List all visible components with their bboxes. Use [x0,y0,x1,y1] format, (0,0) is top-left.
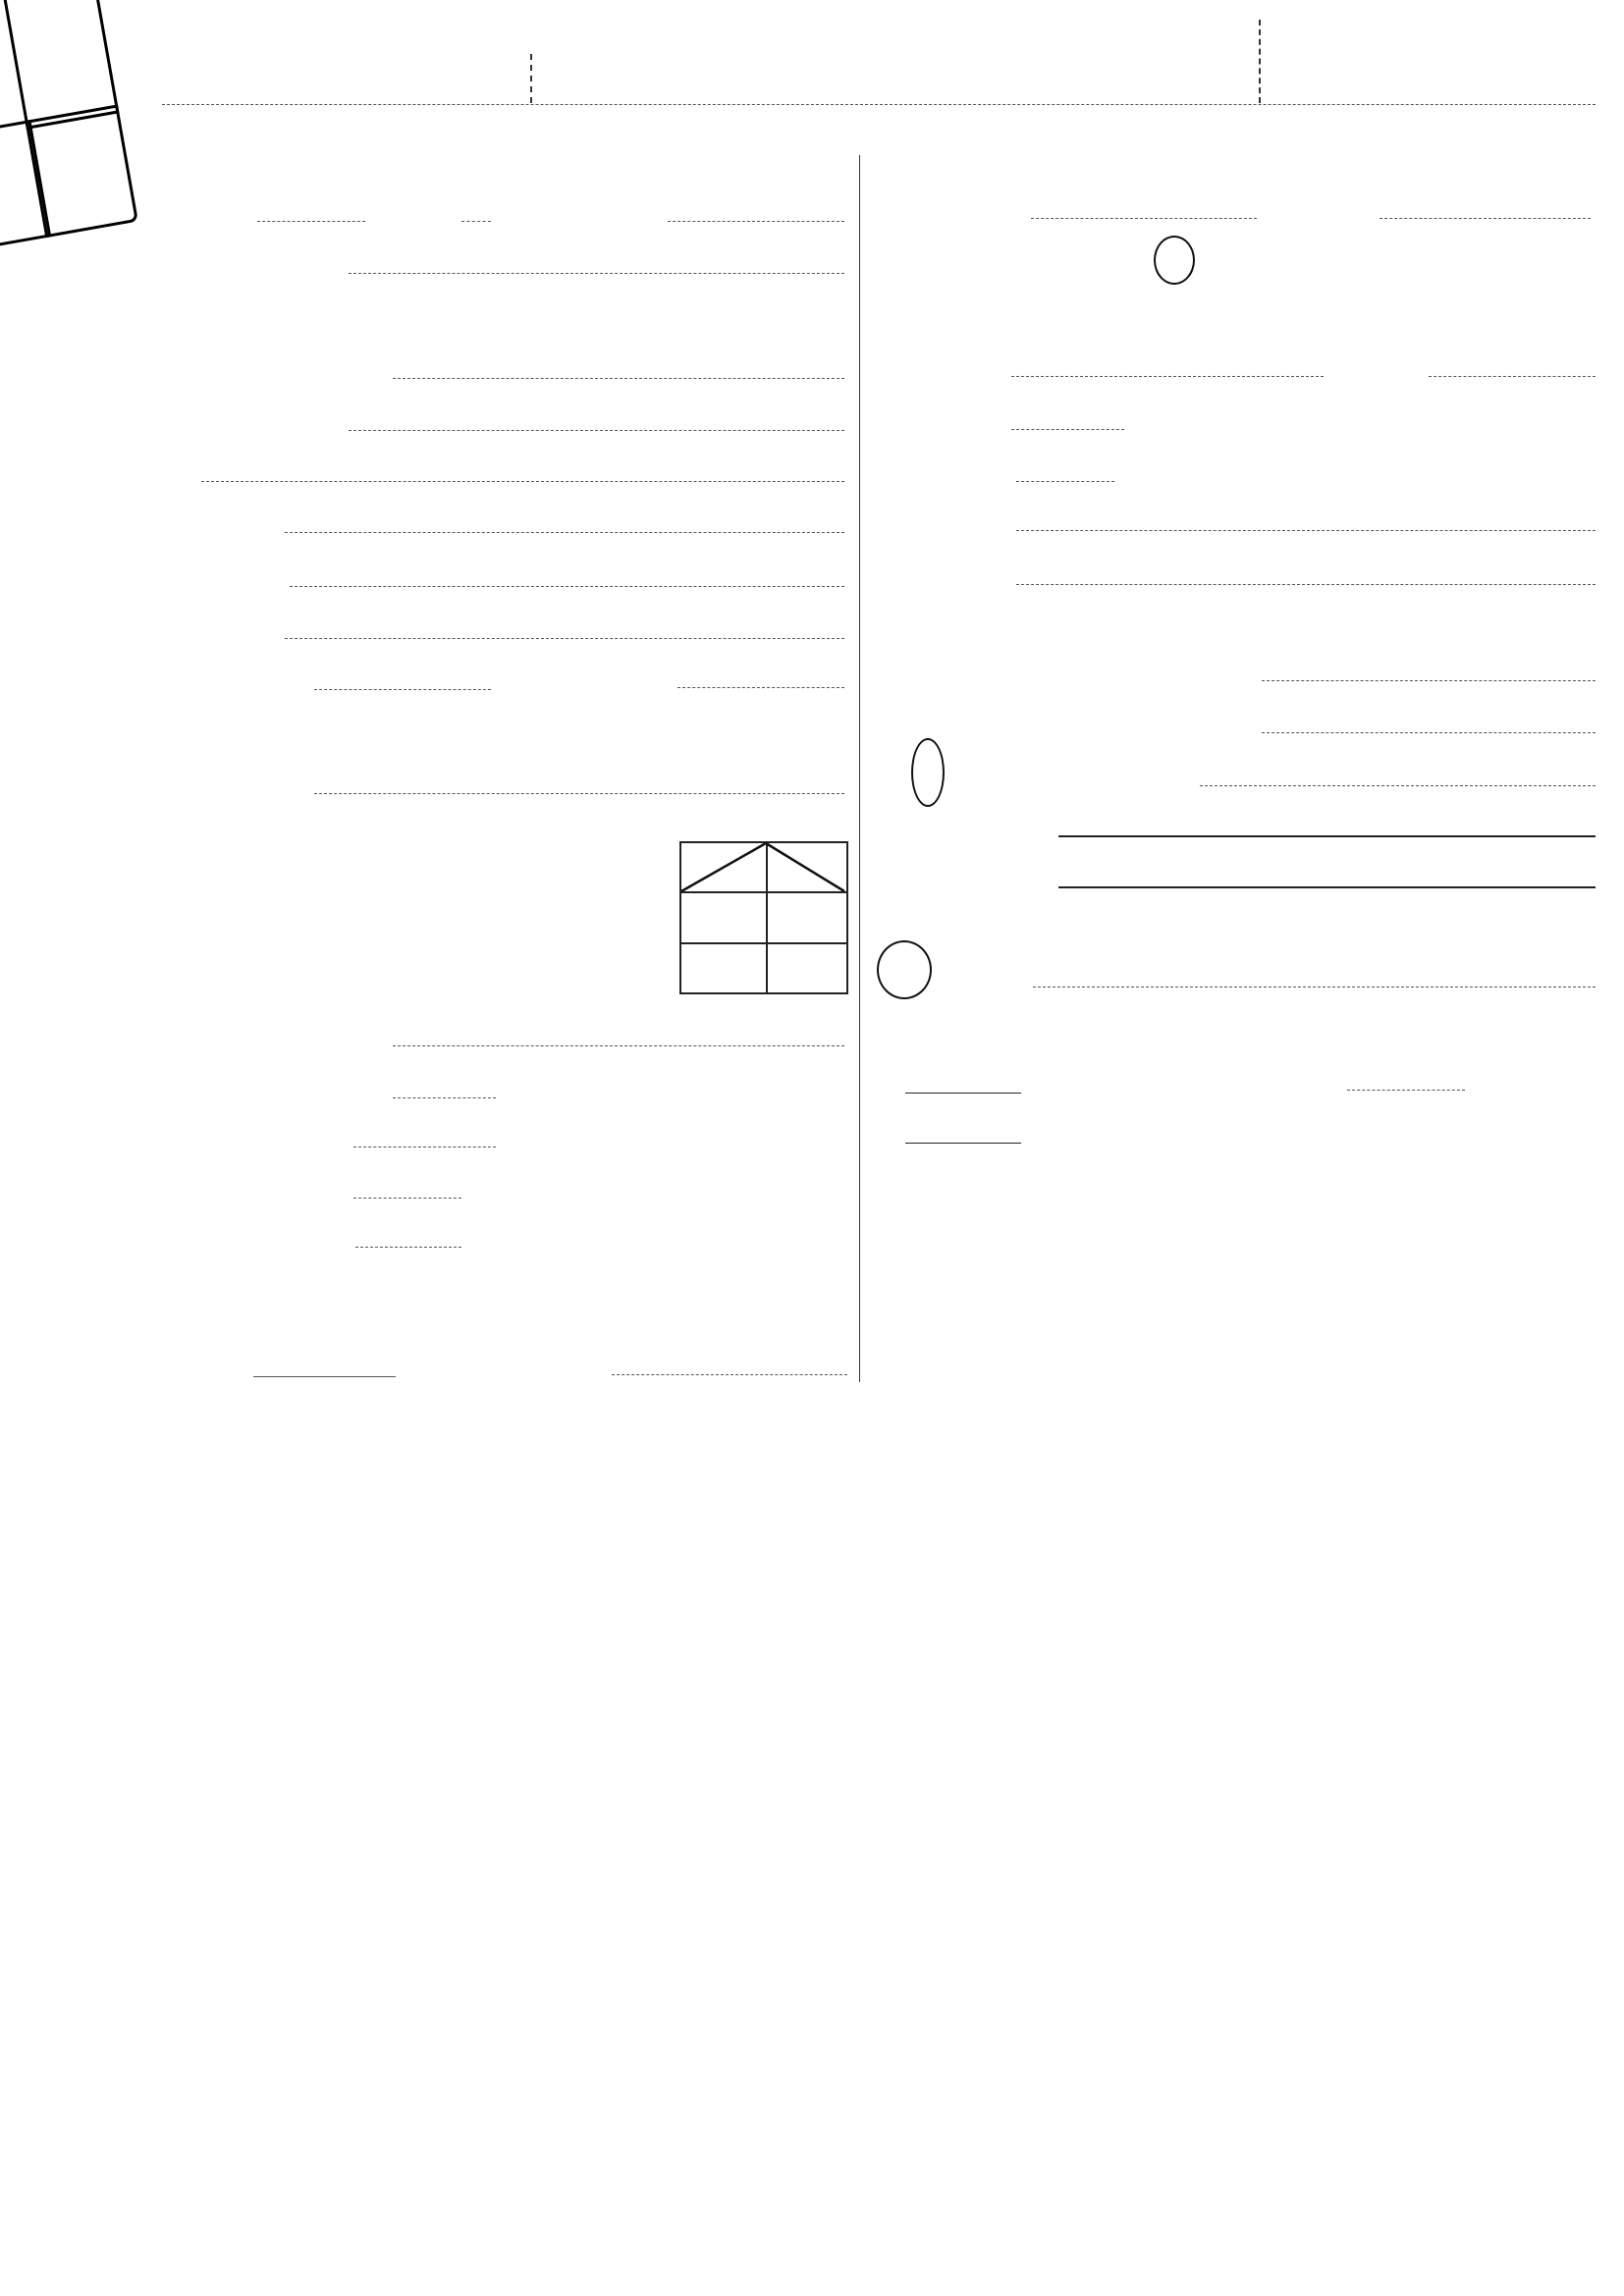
header-rule [162,104,1596,105]
type-selected-circle [1154,236,1195,285]
from-field-2[interactable] [461,221,491,222]
of-field[interactable] [201,481,844,482]
front-rbal-field[interactable] [905,1093,1021,1094]
colour-field[interactable] [1011,429,1124,430]
header-divider [530,54,532,103]
idac-field[interactable] [393,1097,496,1098]
estimated-cost-field[interactable] [349,273,844,274]
gia-field[interactable] [353,1147,496,1148]
from-field[interactable] [257,221,365,222]
modi-selected-circle [911,738,945,807]
make-of-veh-field[interactable] [314,793,844,794]
veh-no-field[interactable] [1031,218,1257,219]
vehicle-in-out[interactable] [676,1311,680,1335]
tyre-brand-selected-circle [877,940,932,999]
three-val-option[interactable] [555,1210,569,1234]
date2-field[interactable] [253,1376,396,1377]
bal-market-field[interactable] [393,1045,844,1046]
sp-reading-field[interactable] [1016,481,1114,482]
workshop-field[interactable] [349,430,844,431]
header-divider-right [1259,20,1261,103]
roof-icon [679,841,846,893]
date-field[interactable] [668,221,844,222]
lum-sum-field[interactable] [355,1247,461,1248]
c-no-field[interactable] [1016,584,1596,585]
steering-other-field[interactable] [1262,680,1596,681]
person-contacted-field[interactable] [612,1374,847,1375]
tyre-front-field[interactable] [1058,835,1596,837]
res-option[interactable] [555,1160,583,1184]
est-repairs-field[interactable] [353,1198,461,1199]
column-divider [859,155,860,1382]
excess-field[interactable] [677,687,844,688]
insured-field[interactable] [285,532,844,533]
yr-regn-field[interactable] [1380,218,1591,219]
tyre-rear-field[interactable] [1058,886,1596,888]
tyre-brand-other-field[interactable] [1033,987,1596,988]
to-inspect-field[interactable] [393,378,844,379]
replace-stamp [0,0,164,251]
brake-other-field[interactable] [1262,732,1596,733]
modi-other-field[interactable] [1200,785,1596,786]
eng-no-field[interactable] [1016,530,1596,531]
make-field[interactable] [1011,376,1324,377]
policy-field[interactable] [290,586,844,587]
claims-field[interactable] [285,638,844,639]
rear-rbal-field[interactable] [1347,1090,1465,1091]
cc-field[interactable] [1429,376,1596,377]
front-lbal-field[interactable] [905,1143,1021,1144]
sum-insured-field[interactable] [314,689,491,690]
